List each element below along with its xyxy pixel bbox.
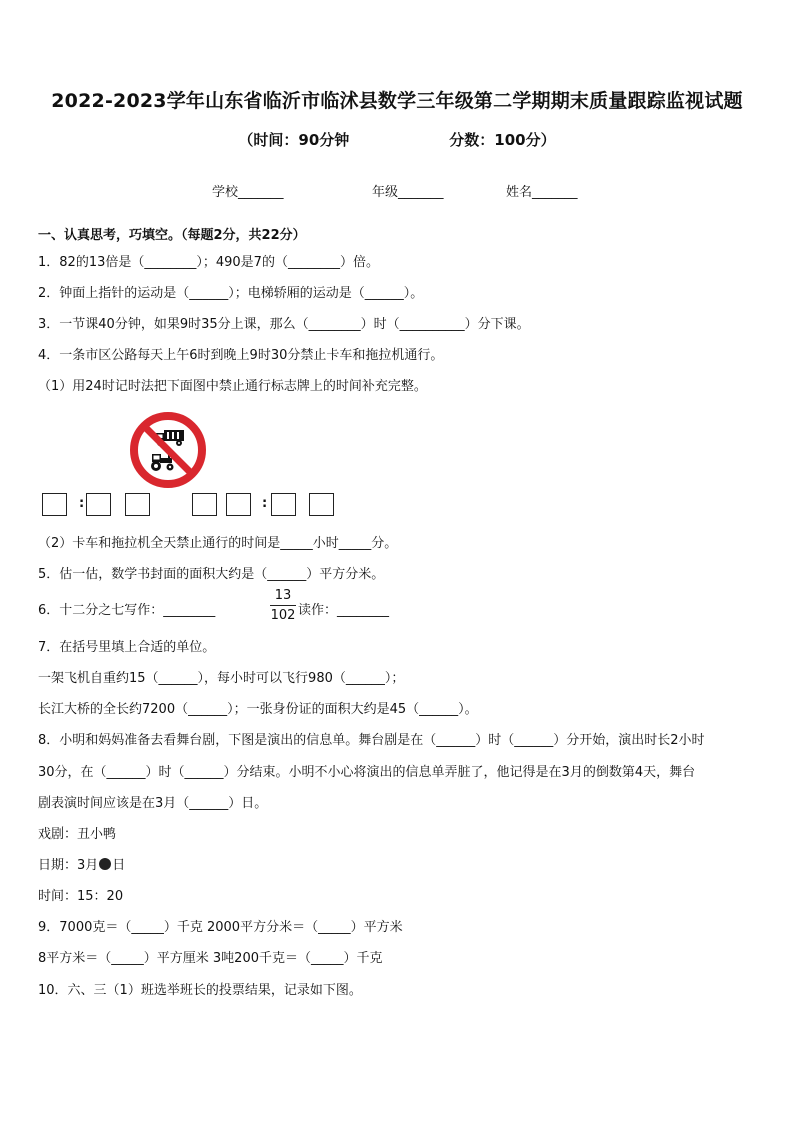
time-colon: : (262, 496, 268, 511)
end-hour-ones-box[interactable] (226, 493, 251, 516)
question-7-line-a: 一架飞机自重约15（______），每小时可以飞行980（______）； (38, 671, 405, 686)
fraction-numerator: 13 (274, 588, 292, 603)
play-date-suffix: 日 (112, 858, 126, 873)
question-7: 7．在括号里填上合适的单位。 (38, 640, 216, 655)
question-10: 10．六、三（1）班选举班长的投票结果，记录如下图。 (38, 983, 362, 998)
end-minute-ones-box[interactable] (309, 493, 334, 516)
name-field[interactable]: 姓名_______ (506, 185, 578, 200)
question-8-line-a: 8．小明和妈妈准备去看舞台剧，下图是演出的信息单。舞台剧是在（______）时（______）分开始，演出时长2小时 (38, 733, 705, 748)
question-8-line-c: 剧表演时间应该是在3月（______）日。 (38, 796, 268, 811)
question-7-line-b: 长江大桥的全长约7200（______）；一张身份证的面积大约是45（______）。 (38, 702, 478, 717)
start-minute-tens-box[interactable] (86, 493, 111, 516)
question-4-part-1: （1）用24时记时法把下面图中禁止通行标志牌上的时间补充完整。 (38, 379, 427, 394)
start-minute-ones-box[interactable] (125, 493, 150, 516)
question-9-line-b: 8平方米＝（_____）平方厘米 3吨200千克＝（_____）千克 (38, 951, 383, 966)
fraction-bar (270, 605, 296, 606)
question-8-line-b: 30分，在（______）时（______）分结束。小明不小心将演出的信息单弄脏了，他记得是在3月的倒数第4天，舞台 (38, 765, 696, 780)
exam-time: （时间：90分钟 (238, 131, 350, 149)
question-4-part-2: （2）卡车和拖拉机全天禁止通行的时间是_____小时_____分。 (38, 536, 398, 551)
question-6-b: 读作：________ (298, 603, 390, 618)
ink-blot-icon (99, 858, 111, 870)
end-hour-tens-box[interactable] (192, 493, 217, 516)
question-5: 5．估一估，数学书封面的面积大约是（______）平方分米。 (38, 567, 385, 582)
question-1: 1．82的13倍是（________）；490是7的（________）倍。 (38, 255, 379, 270)
question-4: 4．一条市区公路每天上午6时到晚上9时30分禁止卡车和拖拉机通行。 (38, 348, 444, 363)
no-trucks-tractors-sign-icon (128, 410, 208, 490)
fraction (270, 587, 296, 624)
question-2: 2．钟面上指针的运动是（______）；电梯轿厢的运动是（______）。 (38, 286, 424, 301)
end-minute-tens-box[interactable] (271, 493, 296, 516)
fraction-denominator: 102 (270, 608, 296, 623)
school-field[interactable]: 学校_______ (212, 185, 284, 200)
question-6-a: 6．十二分之七写作：________ (38, 603, 216, 618)
page-title: 2022-2023学年山东省临沂市临沭县数学三年级第二学期期末质量跟踪监视试题 (51, 90, 743, 112)
time-colon: : (79, 496, 85, 511)
play-date (38, 854, 125, 873)
play-name: 戏剧：丑小鸭 (38, 827, 117, 842)
section-heading: 一、认真思考，巧填空。（每题2分，共22分） (38, 228, 306, 243)
exam-score: 分数：100分） (449, 131, 556, 149)
play-date-prefix: 日期：3月 (38, 858, 99, 873)
exam-info (0, 129, 794, 150)
start-hour-tens-box[interactable] (42, 493, 67, 516)
play-time: 时间：15：20 (38, 889, 124, 904)
question-9-line-a: 9．7000克＝（_____）千克 2000平方分米＝（_____）平方米 (38, 920, 403, 935)
question-3: 3．一节课40分钟，如果9时35分上课，那么（________）时（__________）分下课。 (38, 317, 530, 332)
grade-field[interactable]: 年级_______ (372, 185, 444, 200)
